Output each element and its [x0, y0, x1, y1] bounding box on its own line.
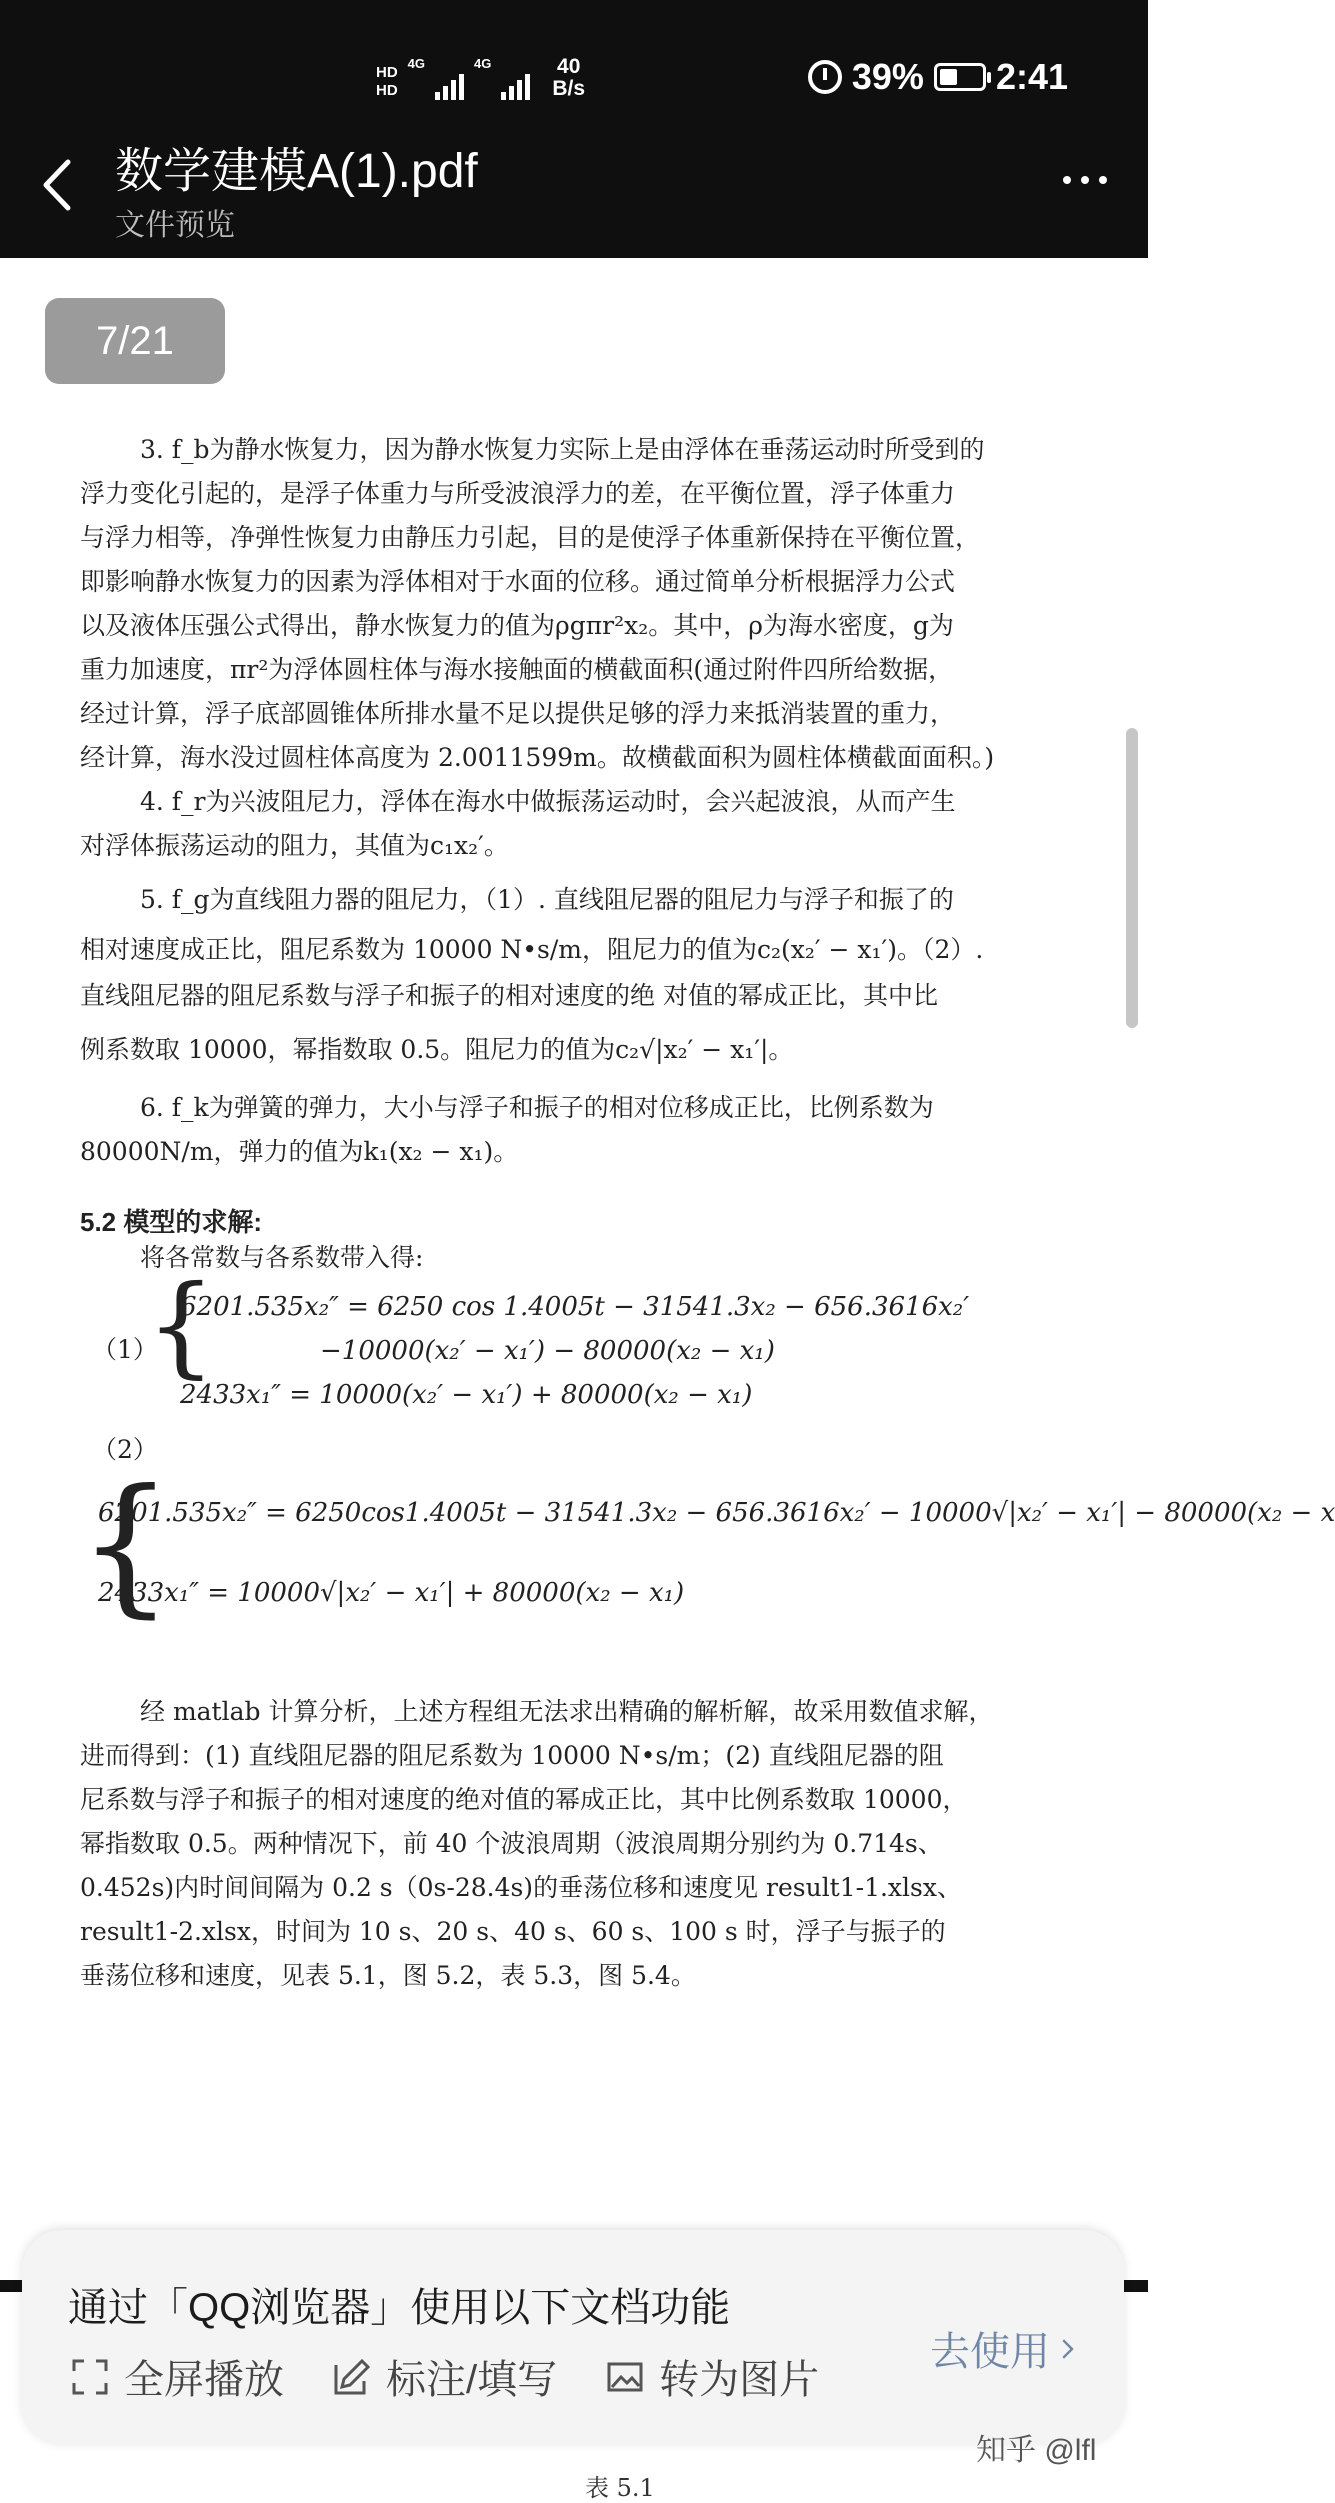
file-subtitle: 文件预览	[115, 209, 235, 242]
p7-line: 尼系数与浮子和振子的相对速度的绝对值的幂成正比，其中比例系数取 10000，	[80, 1785, 968, 1814]
promo-actions	[70, 2348, 819, 2405]
p7-line: 经 matlab 计算分析，上述方程组无法求出精确的解析解，故采用数值求解，	[140, 1697, 994, 1726]
expand-icon	[70, 2357, 110, 2397]
p3-line: 与浮力相等，净弹性恢复力由静压力引起，目的是使浮子体重新保持在平衡位置，	[80, 523, 981, 552]
p6-line: 80000N/m，弹力的值为k₁(x₂ − x₁)。	[80, 1137, 519, 1166]
brace-icon: {	[78, 1458, 174, 1632]
p5-line: 例系数取 10000，幂指数取 0.5。阻尼力的值为c₂√|x₂′ − x₁′|。	[80, 1035, 794, 1064]
clock: 2:41	[995, 56, 1068, 97]
status-right	[808, 56, 1068, 98]
signal-bars-1-icon	[435, 70, 464, 100]
signal-bars-2-icon	[501, 70, 530, 100]
page-indicator: 7/21	[45, 298, 225, 384]
status-bar	[0, 40, 1148, 120]
p3-line: 以及液体压强公式得出，静水恢复力的值为ρgπr²x₂。其中，ρ为海水密度，g为	[80, 611, 954, 640]
top-bar	[0, 0, 1148, 258]
p7-line: 垂荡位移和速度，见表 5.1，图 5.2，表 5.3，图 5.4。	[80, 1961, 696, 1990]
promo-text: 通过「QQ浏览器」使用以下文档功能	[68, 2286, 731, 2330]
network-speed-value: 40	[557, 55, 581, 78]
hd-label-2: HD	[376, 82, 398, 99]
equation-1-line: −10000(x₂′ − x₁′) − 80000(x₂ − x₁)	[320, 1336, 775, 1366]
zhihu-watermark: 知乎 @lfl	[976, 2434, 1097, 2467]
p3-line: 即影响静水恢复力的因素为浮体相对于水面的位移。通过简单分析根据浮力公式	[80, 567, 956, 596]
dot-icon	[1099, 176, 1107, 184]
p4-line: 4. f_r为兴波阻尼力，浮体在海水中做振荡运动时，会兴起波浪，从而产生	[140, 787, 956, 816]
p7-line: 进而得到：(1) 直线阻尼器的阻尼系数为 10000 N•s/m；(2) 直线阻尼器的阻	[80, 1741, 944, 1770]
equation-1-line: 6201.535x₂″ = 6250 cos 1.4005t − 31541.3x₂ − 656.3616x₂′	[180, 1292, 970, 1322]
network-speed-unit: B/s	[552, 77, 586, 100]
file-title: 数学建模A(1).pdf	[115, 145, 478, 198]
go-use-button[interactable]	[930, 2320, 1076, 2377]
hd-indicator	[376, 64, 398, 100]
p3-line: 重力加速度，πr²为浮体圆柱体与海水接触面的横截面积(通过附件四所给数据，	[80, 655, 954, 684]
net-label-2: 4G	[474, 56, 492, 71]
qq-browser-promo-card	[22, 2230, 1124, 2445]
equation-1-label: （1）	[92, 1335, 158, 1364]
p7-line: 0.452s)内时间间隔为 0.2 s（0s-28.4s)的垂荡位移和速度见 result1-1.xlsx、	[80, 1873, 962, 1902]
to-image-label: 转为图片	[659, 2358, 820, 2402]
alarm-icon	[808, 60, 842, 94]
p5-line: 相对速度成正比，阻尼系数为 10000 N•s/m，阻尼力的值为c₂(x₂′ − x₁′)。（2）.	[80, 935, 984, 964]
p3-line: 经过计算，浮子底部圆锥体所排水量不足以提供足够的浮力来抵消装置的重力，	[80, 699, 956, 728]
equation-2-line: 6201.535x₂″ = 6250cos1.4005t − 31541.3x₂ − 656.3616x₂′ − 10000√|x₂′ − x₁′| − 80000(x₂ − x	[98, 1498, 1335, 1528]
back-button[interactable]	[28, 150, 88, 220]
scrollbar[interactable]	[1126, 728, 1138, 1028]
chevron-right-icon	[1060, 2336, 1076, 2362]
p6-line: 6. f_k为弹簧的弹力，大小与浮子和振子的相对位移成正比，比例系数为	[140, 1093, 934, 1122]
equation-2-label: （2）	[92, 1435, 158, 1464]
section-intro: 将各常数与各系数带入得:	[140, 1243, 424, 1272]
image-icon	[605, 2357, 645, 2397]
annotate-label: 标注/填写	[386, 2358, 558, 2402]
to-image-button[interactable]	[605, 2348, 819, 2405]
hd-label-1: HD	[376, 64, 398, 81]
p3-line: 3. f_b为静水恢复力，因为静水恢复力实际上是由浮体在垂荡运动时所受到的	[140, 435, 985, 464]
fullscreen-label: 全屏播放	[124, 2358, 284, 2402]
equation-2-line: 2433x₁″ = 10000√|x₂′ − x₁′| + 80000(x₂ − x₁)	[98, 1578, 685, 1608]
network-indicators	[376, 56, 585, 100]
annotate-button[interactable]	[332, 2348, 557, 2405]
brace-icon: {	[146, 1261, 216, 1389]
battery-percent: 39%	[851, 56, 924, 97]
equation-1-line: 2433x₁″ = 10000(x₂′ − x₁′) + 80000(x₂ − x₁)	[180, 1380, 753, 1410]
p5-line: 直线阻尼器的阻尼系数与浮子和振子的相对速度的绝 对值的幂成正比，其中比	[80, 981, 938, 1010]
table-caption: 表 5.1	[585, 2474, 655, 2502]
battery-icon	[934, 63, 986, 91]
fullscreen-button[interactable]	[70, 2348, 284, 2405]
go-use-label: 去使用	[930, 2330, 1050, 2374]
net-label-1: 4G	[407, 56, 426, 71]
p5-line: 5. f_g为直线阻力器的阻尼力，（1）. 直线阻尼器的阻尼力与浮子和振了的	[140, 885, 954, 914]
dot-icon	[1081, 176, 1089, 184]
p7-line: 幂指数取 0.5。两种情况下，前 40 个波浪周期（波浪周期分别约为 0.714s、	[80, 1829, 943, 1858]
p3-line: 浮力变化引起的，是浮子体重力与所受波浪浮力的差，在平衡位置，浮子体重力	[80, 479, 956, 508]
more-options-button[interactable]	[1050, 160, 1120, 200]
section-heading: 5.2 模型的求解:	[80, 1207, 263, 1237]
edit-icon	[332, 2357, 372, 2397]
p4-line: 对浮体振荡运动的阻力，其值为c₁x₂′。	[80, 831, 509, 860]
dot-icon	[1063, 176, 1071, 184]
p7-line: result1-2.xlsx，时间为 10 s、20 s、40 s、60 s、100 s 时，浮子与振子的	[80, 1917, 946, 1946]
p3-line: 经计算，海水没过圆柱体高度为 2.0011599m。故横截面积为圆柱体横截面面积。)	[80, 743, 995, 772]
network-speed	[552, 56, 585, 100]
chevron-left-icon	[28, 150, 88, 220]
